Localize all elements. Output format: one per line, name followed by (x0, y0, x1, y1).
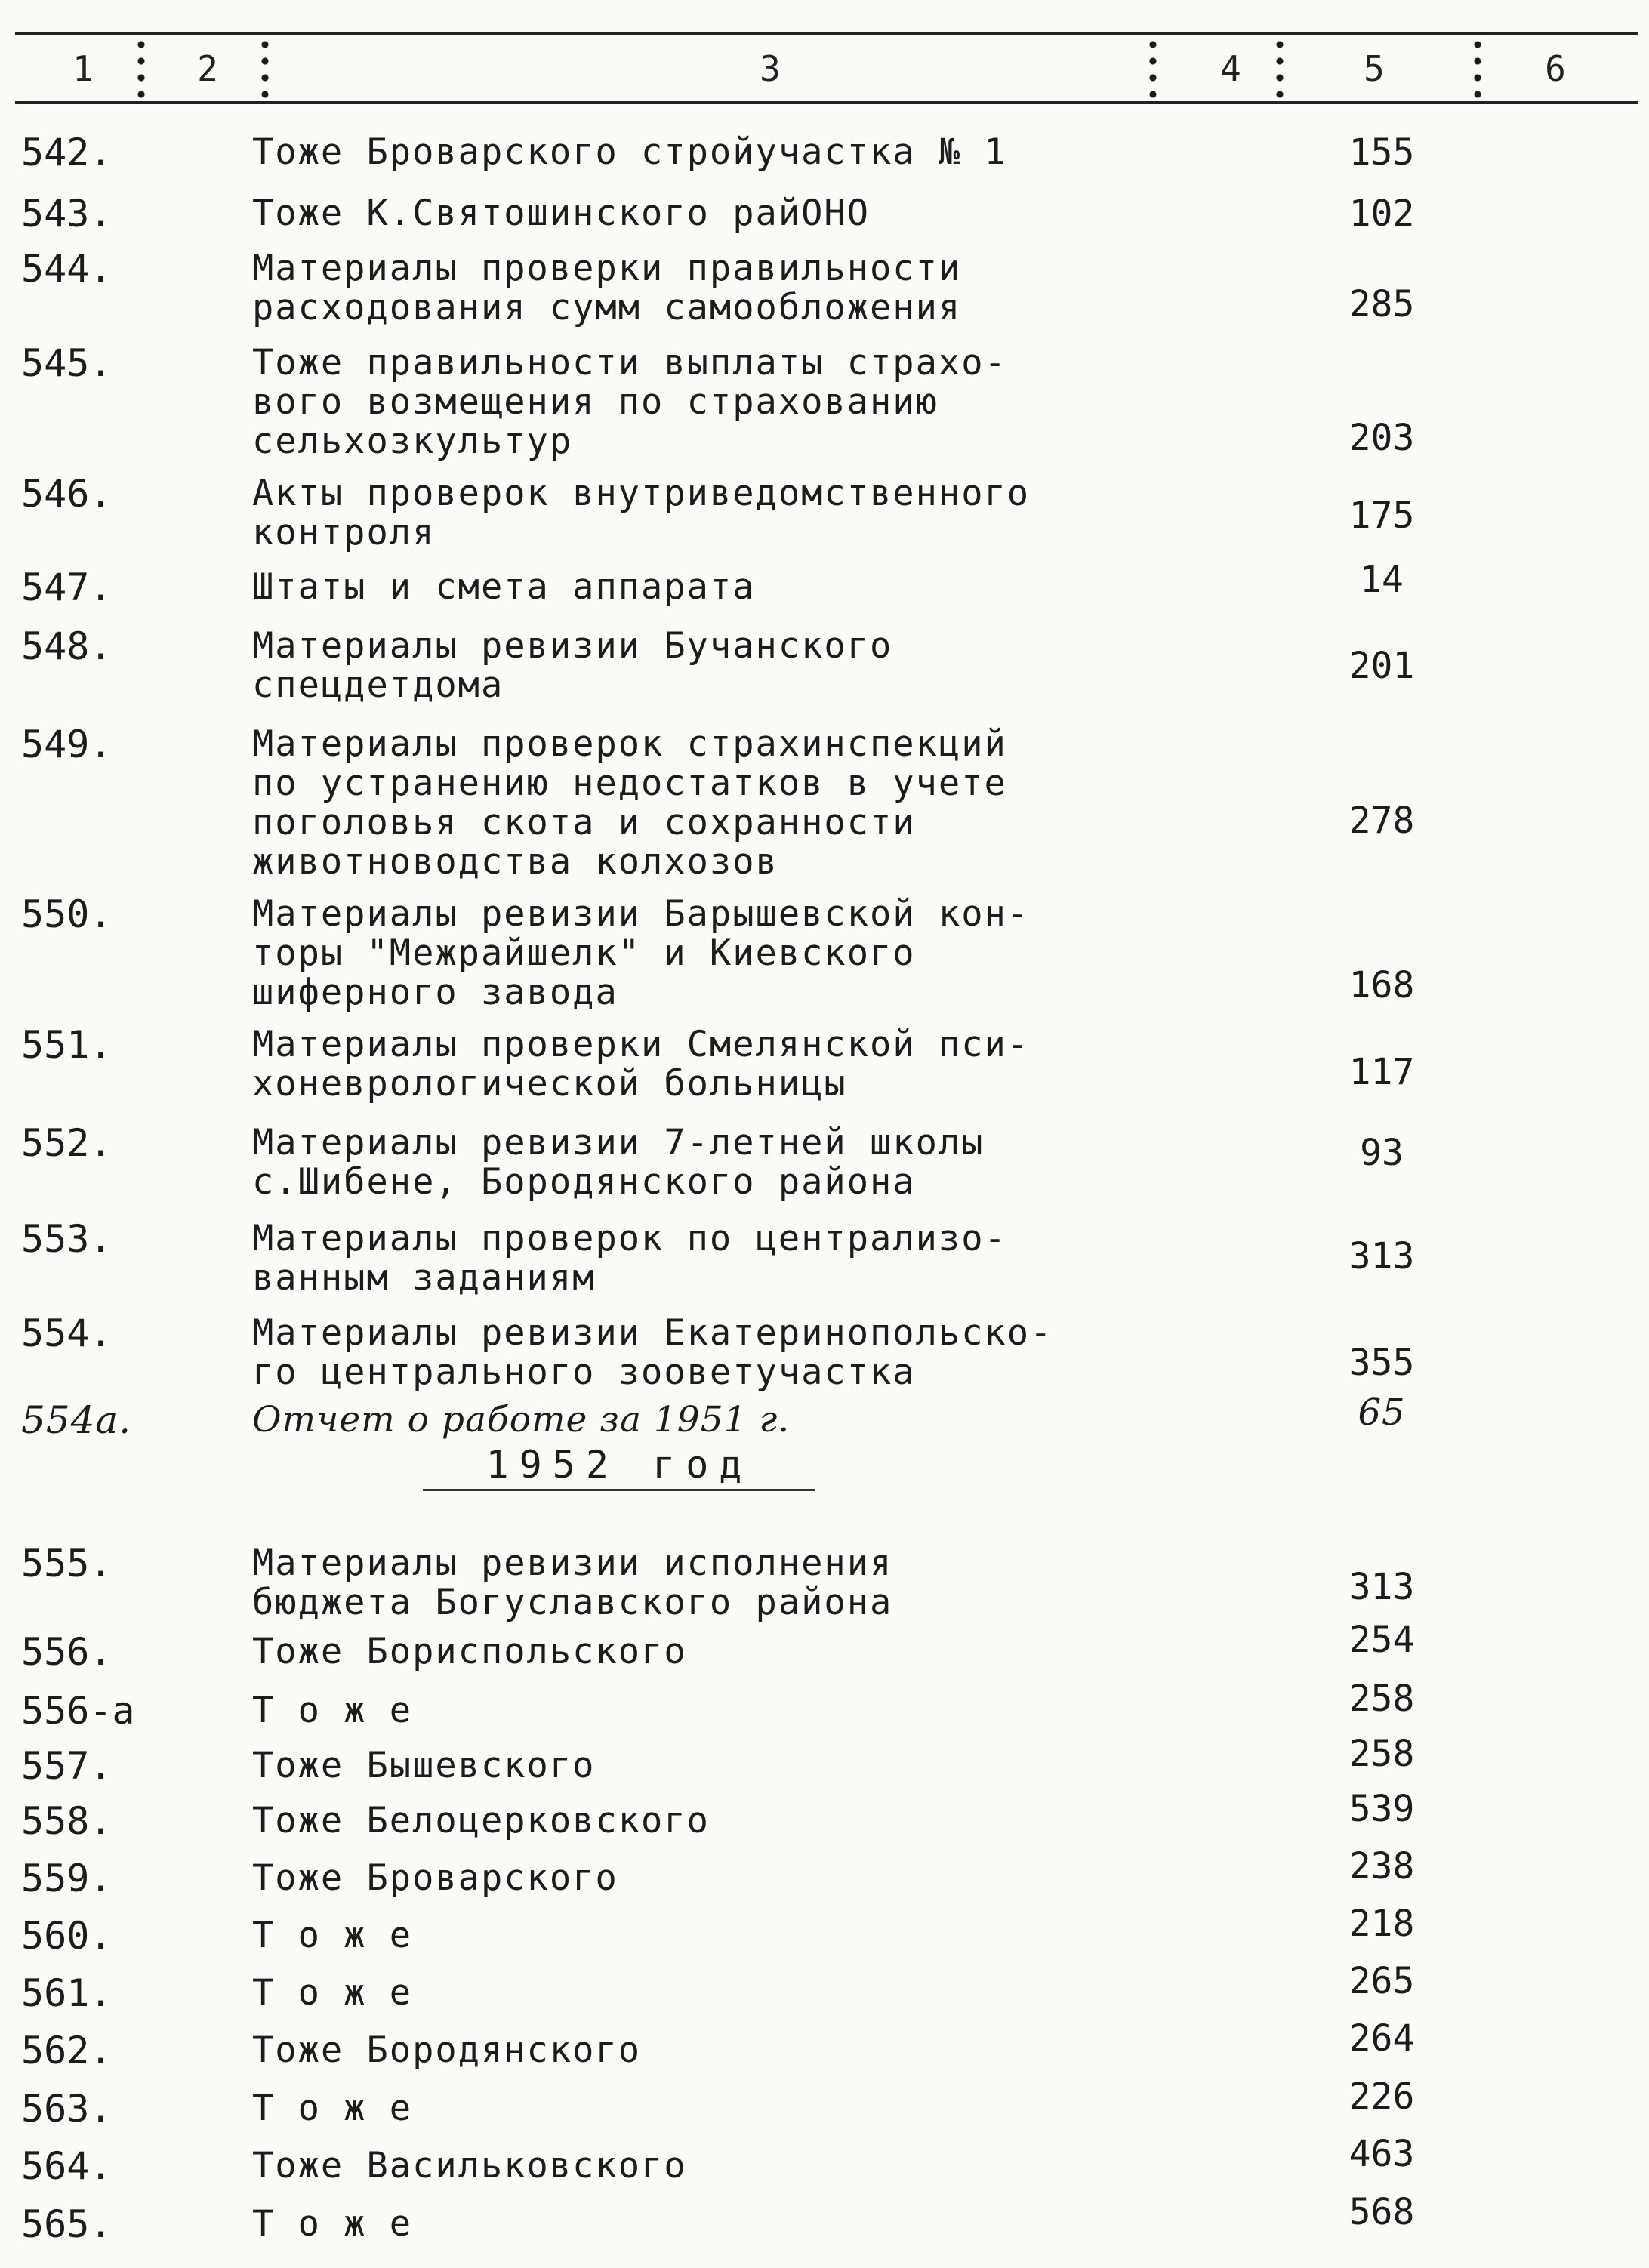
item-title-line: Материалы проверок страхинспекций (252, 723, 1007, 765)
header-top-rule (15, 32, 1638, 35)
item-title (252, 2146, 1181, 2186)
item-title-line: Т о ж е (252, 1972, 413, 2014)
item-sheet-count: 175 (1348, 494, 1415, 537)
item-number: 542. (21, 131, 113, 174)
item-title (252, 1801, 1181, 1841)
item-sheet-count: 93 (1360, 1132, 1404, 1174)
item-number: 562. (21, 2029, 113, 2072)
item-number: 552. (21, 1121, 113, 1165)
item-sheet-count: 313 (1348, 1235, 1415, 1278)
item-title-line: Тоже Бышевского (252, 1745, 596, 1786)
item-number: 561. (21, 1971, 113, 2015)
item-title-line: поголовья скота и сохранности (252, 802, 916, 843)
item-title-line: Т о ж е (252, 1690, 413, 1731)
item-title-line: расходования сумм самообложения (252, 287, 962, 328)
item-title-line: вого возмещения по страхованию (252, 381, 939, 423)
column-header-5: 5 (1364, 48, 1385, 89)
item-title-line: спецдетдома (252, 664, 504, 706)
item-title (252, 895, 1181, 1012)
column-header-1: 1 (72, 48, 94, 89)
item-title-line: Т о ж е (252, 2203, 413, 2245)
item-number: 551. (21, 1023, 113, 1067)
item-number: 559. (21, 1857, 113, 1900)
item-title (252, 194, 1181, 233)
item-number: 547. (21, 565, 113, 609)
item-title (252, 1916, 1181, 1955)
item-sheet-count: 168 (1348, 963, 1415, 1006)
item-title (252, 1219, 1181, 1298)
column-header-2: 2 (197, 48, 218, 89)
item-number: 553. (21, 1217, 113, 1261)
item-sheet-count: 238 (1348, 1845, 1415, 1888)
item-sheet-count: 155 (1348, 131, 1415, 174)
item-title (252, 1691, 1181, 1730)
item-title (252, 344, 1181, 461)
item-title (252, 249, 1181, 328)
item-title-line: животноводства колхозов (252, 841, 778, 883)
item-number: 554а. (21, 1398, 132, 1442)
item-title-line: Т о ж е (252, 2088, 413, 2129)
item-title-line: хоневрологической больницы (252, 1063, 847, 1105)
item-sheet-count: 226 (1348, 2075, 1415, 2119)
item-title-line: Отчет о работе за 1951 г. (252, 1399, 791, 1441)
column-separator (261, 36, 269, 101)
item-title-line: Материалы ревизии Бучанского (252, 625, 893, 667)
item-number: 565. (21, 2202, 113, 2246)
item-number: 564. (21, 2144, 113, 2188)
item-title (252, 1859, 1181, 1898)
item-title-line: Материалы ревизии 7-летней школы (252, 1122, 985, 1163)
item-number: 556-а (21, 1689, 135, 1733)
item-number: 543. (21, 192, 113, 236)
item-title-line: Материалы проверки правильности (252, 248, 962, 289)
item-title-line: Тоже Бориспольского (252, 1631, 687, 1672)
item-title-line: Тоже правильности выплаты страхо- (252, 342, 1007, 384)
item-sheet-count: 313 (1348, 1566, 1415, 1609)
item-sheet-count: 539 (1348, 1788, 1415, 1831)
item-number: 560. (21, 1914, 113, 1958)
item-number: 546. (21, 472, 113, 516)
column-separator (1149, 36, 1157, 101)
item-title-line: торы "Межрайшелк" и Киевского (252, 932, 916, 974)
item-sheet-count: 258 (1348, 1733, 1415, 1776)
column-separator (1474, 36, 1481, 101)
item-sheet-count: 264 (1348, 2017, 1415, 2060)
item-number: 549. (21, 723, 113, 766)
item-number: 557. (21, 1744, 113, 1788)
item-sheet-count: 102 (1348, 193, 1415, 235)
item-sheet-count: 117 (1348, 1051, 1415, 1094)
item-title (252, 2089, 1181, 2128)
item-number: 563. (21, 2087, 113, 2131)
item-title (252, 1123, 1181, 1202)
item-title (252, 1025, 1181, 1104)
item-title (252, 2031, 1181, 2070)
item-number: 548. (21, 624, 113, 668)
item-title-line: бюджета Богуславского района (252, 1582, 893, 1623)
item-number: 544. (21, 247, 113, 291)
item-sheet-count: 285 (1348, 282, 1415, 325)
item-sheet-count: 14 (1360, 558, 1404, 601)
item-title-line: Материалы проверок по централизо- (252, 1218, 1007, 1259)
column-header-6: 6 (1545, 48, 1566, 89)
item-title-line: Тоже К.Святошинского райОНО (252, 193, 871, 234)
item-sheet-count: 65 (1358, 1391, 1406, 1434)
item-title-line: с.Шибене, Бородянского района (252, 1161, 916, 1203)
item-title (252, 2205, 1181, 2244)
header-bottom-rule (15, 101, 1638, 104)
item-title (252, 1314, 1181, 1392)
item-title-line: Штаты и смета аппарата (252, 566, 756, 608)
item-sheet-count: 278 (1348, 800, 1415, 843)
item-sheet-count: 568 (1348, 2191, 1415, 2234)
item-title-line: Акты проверок внутриведомственного (252, 473, 1031, 514)
item-sheet-count: 355 (1348, 1342, 1415, 1384)
column-header-3: 3 (760, 48, 781, 89)
item-title-line: сельхозкультур (252, 421, 573, 462)
item-title (252, 1632, 1181, 1672)
year-heading-underline (423, 1489, 815, 1491)
item-title (252, 1974, 1181, 2013)
item-title-line: по устранению недостатков в учете (252, 763, 1007, 804)
item-title-line: шиферного завода (252, 972, 618, 1013)
item-number: 550. (21, 892, 113, 936)
item-number: 558. (21, 1799, 113, 1843)
item-title-line: ванным заданиям (252, 1257, 596, 1299)
item-sheet-count: 463 (1348, 2133, 1415, 2176)
item-title-line: Материалы ревизии Екатеринопольско- (252, 1312, 1053, 1354)
item-title-line: контроля (252, 512, 436, 553)
item-title-line: Тоже Васильковского (252, 2145, 687, 2186)
item-title (252, 725, 1181, 882)
item-title (252, 627, 1181, 705)
item-title (252, 568, 1181, 607)
column-separator (1276, 36, 1284, 101)
item-sheet-count: 218 (1348, 1903, 1415, 1946)
item-number: 554. (21, 1311, 113, 1355)
item-number: 556. (21, 1630, 113, 1674)
item-title (252, 1746, 1181, 1786)
item-sheet-count: 203 (1348, 416, 1415, 459)
item-title-line: Материалы ревизии Барышевской кон- (252, 893, 1031, 935)
item-title (252, 474, 1181, 553)
item-title (252, 133, 1181, 172)
item-sheet-count: 254 (1348, 1619, 1415, 1662)
item-title-line: Тоже Бородянского (252, 2029, 642, 2071)
item-number: 545. (21, 341, 113, 385)
year-heading: 1952 год (485, 1443, 753, 1487)
item-title-line: Тоже Броварского стройучастка № 1 (252, 131, 1007, 173)
item-title (252, 1544, 1181, 1622)
item-sheet-count: 265 (1348, 1960, 1415, 2003)
item-title-line: Тоже Броварского (252, 1857, 618, 1899)
item-sheet-count: 201 (1348, 645, 1415, 687)
item-sheet-count: 258 (1348, 1678, 1415, 1721)
item-title-line: Материалы проверки Смелянской пси- (252, 1024, 1031, 1065)
column-header-4: 4 (1220, 48, 1241, 89)
item-title-line: Т о ж е (252, 1915, 413, 1956)
item-number: 555. (21, 1542, 113, 1585)
item-title-line: Материалы ревизии исполнения (252, 1542, 893, 1584)
item-title-line: го центрального зооветучастка (252, 1351, 916, 1393)
item-title-line: Тоже Белоцерковского (252, 1800, 710, 1841)
item-title (252, 1401, 1181, 1440)
column-separator (137, 36, 145, 101)
